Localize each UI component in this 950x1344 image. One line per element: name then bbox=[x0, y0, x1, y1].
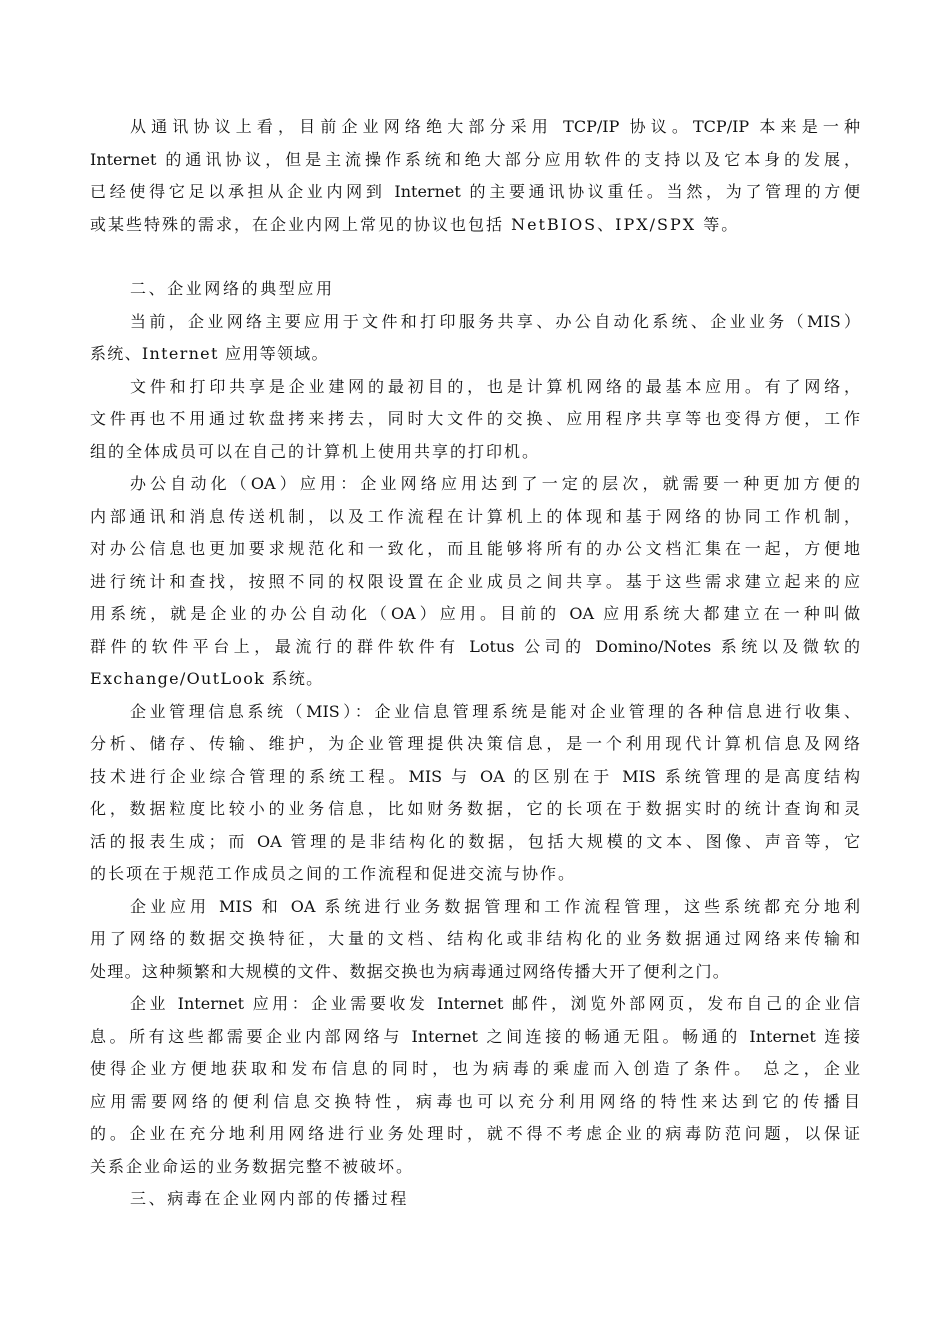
text-line: 使得企业方便地获取和发布信息的同时，也为病毒的乘虚而入创造了条件。 总之，企业 bbox=[90, 1059, 860, 1078]
text-line: 用了网络的数据交换特征，大量的文档、结构化或非结构化的业务数据通过网络来传输和 bbox=[90, 929, 860, 948]
text-line: 息。所有这些都需要企业内部网络与 Internet 之间连接的畅通无阻。畅通的 Internet 连接 bbox=[90, 1026, 860, 1046]
text-line: 关系企业命运的业务数据完整不被破坏。 bbox=[90, 1156, 415, 1176]
text-line: Exchange/OutLook 系统。 bbox=[90, 669, 324, 688]
text-line: 企业管理信息系统（MIS）：企业信息管理系统是能对企业管理的各种信息进行收集、 bbox=[130, 701, 860, 721]
paragraph-protocols bbox=[90, 111, 860, 241]
text-line: 的长项在于规范工作成员之间的工作流程和促进交流与协作。 bbox=[90, 864, 577, 883]
text-line: 或某些特殊的需求，在企业内网上常见的协议也包括 NetBIOS、IPX/SPX 等。 bbox=[90, 214, 740, 234]
paragraph-spacer bbox=[90, 241, 860, 273]
text-line: 文件和打印共享是企业建网的最初目的，也是计算机网络的最基本应用。有了网络， bbox=[130, 376, 860, 396]
text-line: 分析、储存、传输、维护，为企业管理提供决策信息，是一个利用现代计算机信息及网络 bbox=[90, 734, 860, 753]
text-line: 的。企业在充分地利用网络进行业务处理时，就不得不考虑企业的病毒防范问题，以保证 bbox=[90, 1124, 860, 1143]
text-line: 当前，企业网络主要应用于文件和打印服务共享、办公自动化系统、企业业务（MIS） bbox=[130, 311, 860, 331]
paragraph-data-exchange bbox=[90, 891, 860, 989]
section-heading-2: 二、企业网络的典型应用 bbox=[130, 279, 335, 298]
text-line: 进行统计和查找，按照不同的权限设置在企业成员之间共享。基于这些需求建立起来的应 bbox=[90, 571, 860, 591]
text-line: 文件再也不用通过软盘拷来拷去，同时大文件的交换、应用程序共享等也变得方便，工作 bbox=[90, 409, 860, 428]
document-page bbox=[90, 111, 860, 1216]
text-line: 群件的软件平台上，最流行的群件软件有 Lotus 公司的 Domino/Notes 系统以及微软的 bbox=[90, 636, 860, 656]
text-line: 企业 Internet 应用：企业需要收发 Internet 邮件，浏览外部网页，发布自己的企业信 bbox=[130, 994, 860, 1013]
text-line: 企业应用 MIS 和 OA 系统进行业务数据管理和工作流程管理，这些系统都充分地利 bbox=[130, 896, 860, 916]
paragraph-file-print-sharing bbox=[90, 371, 860, 469]
text-line: 活的报表生成；而 OA 管理的是非结构化的数据，包括大规模的文本、图像、声音等，它 bbox=[90, 831, 860, 851]
paragraph-internet-applications bbox=[90, 988, 860, 1183]
section-heading-3: 三、病毒在企业网内部的传播过程 bbox=[130, 1189, 410, 1208]
text-line: 组的全体成员可以在自己的计算机上使用共享的打印机。 bbox=[90, 441, 541, 461]
paragraph-applications-overview bbox=[90, 306, 860, 371]
text-line: 内部通讯和消息传送机制，以及工作流程在计算机上的体现和基于网络的协同工作机制， bbox=[90, 506, 860, 526]
paragraph-mis bbox=[90, 696, 860, 891]
text-line: 应用需要网络的便利信息交换特性，病毒也可以充分利用网络的特性来达到它的传播目 bbox=[90, 1091, 860, 1111]
text-line: 对办公信息也更加要求规范化和一致化，而且能够将所有的办公文档汇集在一起，方便地 bbox=[90, 539, 860, 558]
text-line: 办公自动化（OA）应用：企业网络应用达到了一定的层次，就需要一种更加方便的 bbox=[130, 474, 860, 493]
text-line: Internet 的通讯协议，但是主流操作系统和绝大部分应用软件的支持以及它本身的发展， bbox=[90, 149, 860, 169]
text-line: 系统、Internet 应用等领域。 bbox=[90, 344, 329, 363]
paragraph-office-automation bbox=[90, 468, 860, 696]
text-line: 从通讯协议上看，目前企业网络绝大部分采用 TCP/IP 协议。TCP/IP 本来是一种 bbox=[130, 117, 860, 136]
text-line: 技术进行企业综合管理的系统工程。MIS 与 OA 的区别在于 MIS 系统管理的是高度结构 bbox=[90, 766, 860, 786]
text-line: 已经使得它足以承担从企业内网到 Internet 的主要通讯协议重任。当然，为了管理的方便 bbox=[90, 182, 860, 201]
text-line: 用系统，就是企业的办公自动化（OA）应用。目前的 OA 应用系统大都建立在一种叫做 bbox=[90, 604, 860, 623]
text-line: 处理。这种频繁和大规模的文件、数据交换也为病毒通过网络传播大开了便利之门。 bbox=[90, 961, 731, 981]
text-line: 化，数据粒度比较小的业务信息，比如财务数据，它的长项在于数据实时的统计查询和灵 bbox=[90, 799, 860, 818]
